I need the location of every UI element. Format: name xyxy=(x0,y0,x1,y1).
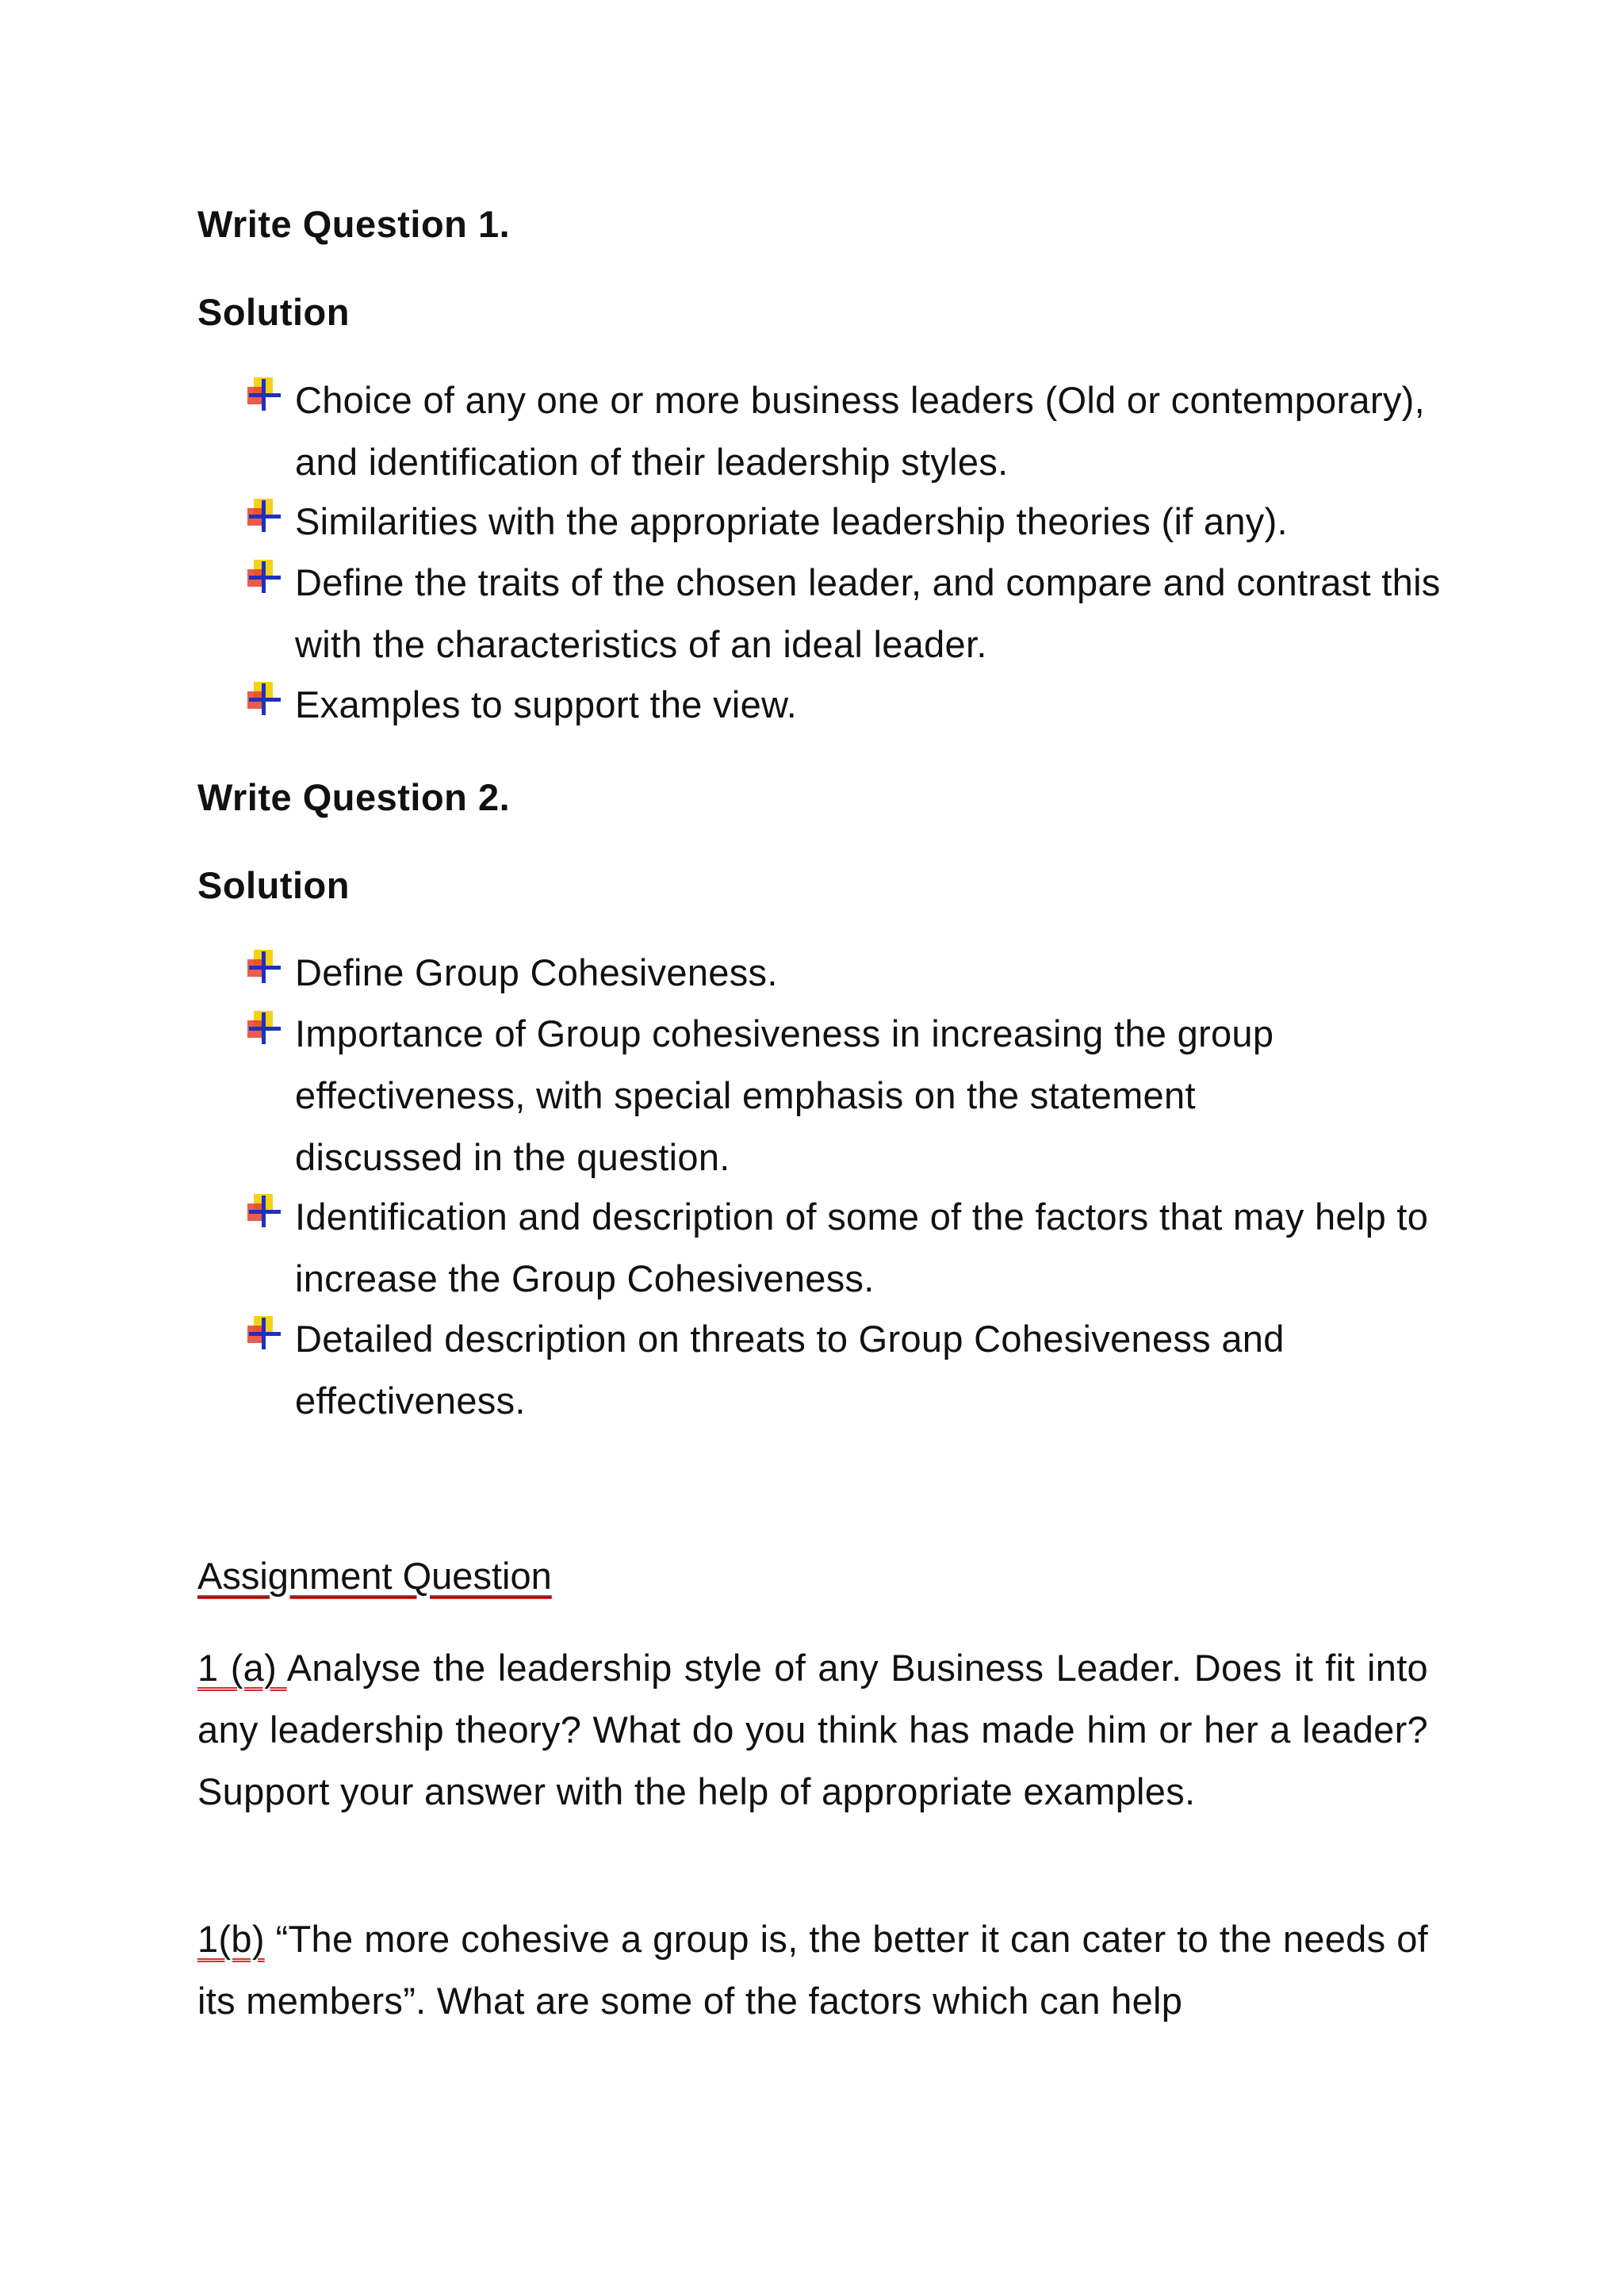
solution-2-bullet-1: Define Group Cohesiveness. xyxy=(295,951,778,993)
solution-1-label: Solution xyxy=(197,291,350,333)
solution-1-bullet-1: Choice of any one or more business leaders (Old or contemporary), and identification of their leadership styles. xyxy=(295,379,1425,483)
bullet-icon xyxy=(246,948,284,986)
bullet-icon xyxy=(246,1192,284,1230)
bullet-icon xyxy=(246,1314,284,1353)
assignment-title-text: Assignment Question xyxy=(197,1555,552,1597)
bullet-icon xyxy=(246,497,284,535)
solution-1-bullet-2: Similarities with the appropriate leadership theories (if any). xyxy=(295,500,1288,542)
bullet-icon xyxy=(246,558,284,596)
write-question-1-heading: Write Question 1. xyxy=(197,203,511,245)
question-1a-label: 1 (a) xyxy=(197,1647,287,1689)
bullet-icon xyxy=(246,376,284,414)
solution-2-bullet-3: Identification and description of some of the factors that may help to increase the Group Cohesiveness. xyxy=(295,1196,1429,1299)
bullet-icon xyxy=(246,680,284,718)
assignment-title xyxy=(197,1554,552,1598)
question-1b-label: 1(b) xyxy=(197,1918,265,1960)
write-question-2-heading: Write Question 2. xyxy=(197,776,511,818)
solution-2-bullet-2: Importance of Group cohesiveness in increasing the group effectiveness, with special emphasis on the statement discussed in the question. xyxy=(295,1012,1274,1178)
question-1a xyxy=(197,1637,1428,1823)
solution-2-bullet-4: Detailed description on threats to Group Cohesiveness and effectiveness. xyxy=(295,1318,1285,1422)
solution-2-label: Solution xyxy=(197,864,350,906)
question-1a-text: Analyse the leadership style of any Business Leader. Does it fit into any leadership theory? What do you think has made him or her a leader? Support your answer with the help of appropriate examples. xyxy=(197,1647,1428,1812)
question-1b xyxy=(197,1908,1428,2032)
bullet-icon xyxy=(246,1009,284,1047)
question-1b-text: “The more cohesive a group is, the better it can cater to the needs of its members”. What are some of the factors which can help xyxy=(197,1918,1428,2022)
solution-1-bullet-3: Define the traits of the chosen leader, and compare and contrast this with the characteristics of an ideal leader. xyxy=(295,561,1441,665)
solution-1-bullet-4: Examples to support the view. xyxy=(295,683,798,725)
